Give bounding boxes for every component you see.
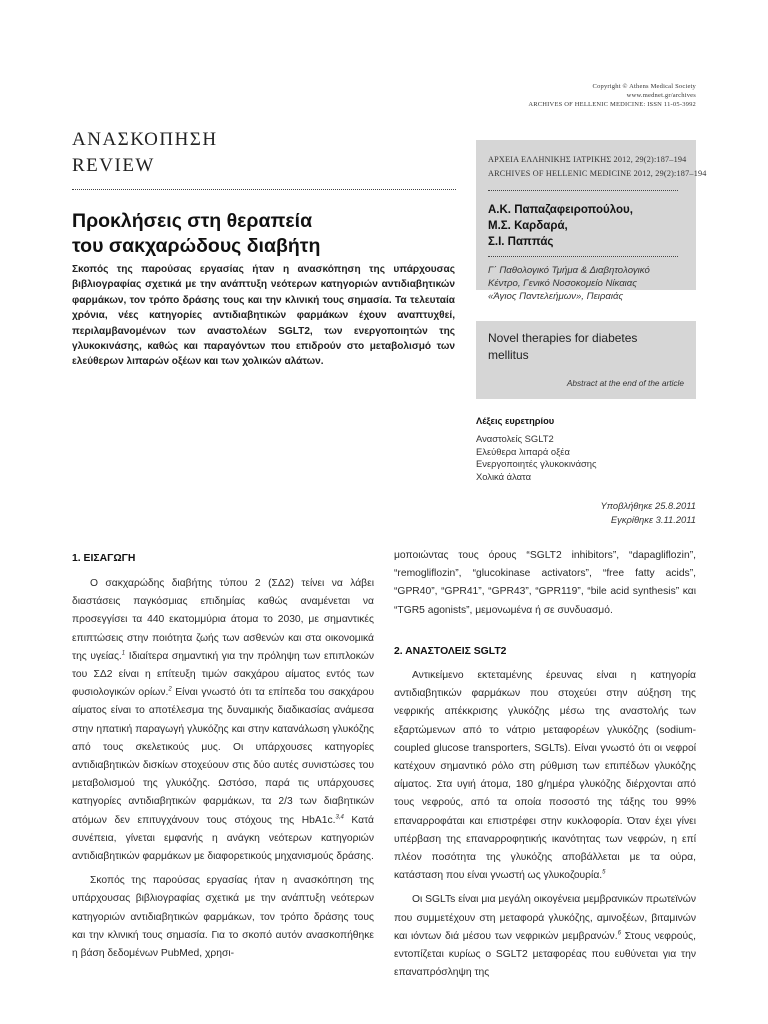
affiliation-line: Γ΄ Παθολογικό Τμήμα & Διαβητολογικό: [488, 265, 650, 276]
english-title-line: Novel therapies for diabetes: [488, 331, 638, 345]
journal-citation-english: ARCHIVES OF HELLENIC MEDICINE 2012, 29(2):187–194: [488, 168, 707, 178]
text-run: Κατά συνέπεια, γίνεται εμφανής η ανάγκη νεότερων κατηγοριών αντιδιαβητικών φαρμάκων με διαφορετικούς μηχανισμούς δράσης.: [72, 814, 374, 863]
section-heading-sglt2: 2. ΑΝΑΣΤΟΛΕΙΣ SGLT2: [394, 646, 507, 657]
author-name: Μ.Σ. Καρδαρά,: [488, 219, 568, 232]
text-run: Αντικείμενο εκτεταμένης έρευνας είναι η κατηγορία αντιδιαβητικών φαρμάκων που στοχεύει στην αύξηση της νεφρικής απέκκρισης γλυκόζης μέσω της αναστολής των εξαρτώμενων από το νάτριο μεταφορέων γλυκόζης (sodium-coupled glucose transporters, SGLTs). Είναι γνωστό ότι οι νεφροί κατέχουν σημαντικό ρόλο στη ρύθμιση των επιπέδων γλυκόζης αίματος. Στα υγιή άτομα, 180 g/ημέρα γλυκόζης διέρχονται από τους νεφρούς, από τα οποία ποσοστό της τάξης του 99% επαναρροφάται και επιστρέφει στην κυκλοφορία. Όταν έχει γίνει υπέρβαση της επαναρροφητικής ικανότητας των νεφρών, η επί πλέον ποσότητα της γλυκόζης αποβάλλεται με τα ούρα, κατάσταση που είναι γνωστή ως γλυκοζουρία.: [394, 670, 696, 882]
english-title: [488, 330, 678, 364]
article-type-greek: ΑΝΑΣΚΟΠΗΣΗ: [72, 129, 218, 150]
article-title: [72, 209, 462, 259]
author-name: Α.Κ. Παπαζαφειροπούλου,: [488, 204, 633, 216]
title-line-2: του σακχαρώδους διαβήτη: [72, 235, 321, 257]
column-left: [72, 575, 374, 963]
affiliation: [488, 264, 688, 303]
author-list: [488, 203, 633, 250]
paragraph: [394, 667, 696, 885]
accepted-date: Εγκρίθηκε 3.11.2011: [610, 513, 696, 525]
text-run: Είναι γνωστό ότι τα επίπεδα του σακχάρου αίματος είναι το αποτέλεσμα της δυναμικής διαδικασίας ανάμεσα στην ηπατική παραγωγή γλυκόζης και στην κατανάλωση γλυκόζης από τους σκελετικούς μυς. Οι υπάρχουσες κατηγορίες αντιδιαβητικών δισκίων στοχεύουν στις δύο αυτές συνιστώσες του μεταβολισμού της γλυκόζης. Ωστόσο, παρά τις υπάρχουσες κατηγορίες αντιδιαβητικών φαρμάκων, τα 2/3 των διαβητικών ατόμων δεν επιτυγχάνουν τους στόχους της HbA1c.: [72, 687, 374, 826]
column-right-top: [394, 547, 696, 620]
keywords-list: [476, 433, 597, 483]
text-run: Οι SGLTs είναι μια μεγάλη οικογένεια μεμβρανικών πρωτεϊνών που συμμετέχουν στη μεταφορά γλυκόζης, αμινοξέων, βιταμινών και ιόντων διά μέσου των νεφρικών μεμβρανών.: [394, 894, 696, 942]
copyright-line: Copyright © Athens Medical Society: [592, 83, 696, 90]
affiliation-line: Κέντρο, Γενικό Νοσοκομείο Νίκαιας: [488, 278, 637, 289]
citation-ref: 3,4: [335, 814, 344, 821]
submitted-date: Υποβλήθηκε 25.8.2011: [600, 500, 696, 511]
text-run: Ο σακχαρώδης διαβήτης τύπου 2 (ΣΔ2) τείνει να λάβει διαστάσεις παγκόσμιας επιδημίας καθώς αναμένεται να προσεγγίσει τα 440 εκατομμύρια άτομα το 2030, με σημαντικές επιπτώσεις στην ποιότητα ζωής των ασθενών και στα οικονομικά της υγείας.: [72, 578, 374, 662]
paragraph: μοποιώντας τους όρους “SGLT2 inhibitors”, “dapagliflozin”, “remogliflozin”, “glucokinase activators”, “free fatty acids”, “GPR40”, “GPR41”, “GPR43”, “GPR119”, “bile acid synthesis” και “TGR5 agonists”, μεμονωμένα ή σε συνδυασμό.: [394, 550, 696, 616]
issn-line: ARCHIVES OF HELLENIC MEDICINE: ISSN 11-05-3992: [528, 101, 696, 108]
keyword-item: Χολικά άλατα: [476, 470, 532, 482]
keyword-item: Ελεύθερα λιπαρά οξέα: [476, 445, 570, 457]
author-name: Σ.Ι. Παππάς: [488, 235, 554, 248]
text-run: Ιδιαίτερα σημαντική για την πρόληψη των επιπλοκών του ΣΔ2 είναι η επίτευξη τιμών σακχάρου αίματος εντός των φυσιολογικών ορίων.: [72, 650, 374, 699]
copyright-block: [528, 82, 696, 109]
citation-ref: 2: [168, 686, 172, 693]
keyword-item: Αναστολείς SGLT2: [476, 433, 554, 444]
abstract-note: Abstract at the end of the article: [566, 378, 684, 388]
citation-ref: 1: [121, 650, 126, 657]
section-heading-introduction: 1. ΕΙΣΑΓΩΓΗ: [72, 553, 136, 564]
greek-abstract: Σκοπός της παρούσας εργασίας ήταν η ανασκόπηση της υπάρχουσας βιβλιογραφίας σχετικά με την ανάπτυξη νεότερων κατηγοριών αντιδιαβητικών φαρμάκων, τον τρόπο δράσης τους και την κλινική τους σημασία. Τα τελευταία χρόνια, νέες κατηγορίες αντιδιαβητικών φαρμάκων έχουν αναπτυχθεί, περιλαμβανομένων των αναστολέων SGLT2, των ενεργοποιητών της γλυκοκινάσης, καθώς και παραγόντων που επιδρούν στο μεταβολισμό των ελεύθερων λιπαρών οξέων και των χολικών αλάτων.: [72, 264, 455, 368]
citation-ref: 6: [617, 930, 621, 937]
submission-dates: [600, 499, 696, 526]
title-line-1: Προκλήσεις στη θεραπεία: [72, 210, 313, 232]
citation-divider: [488, 190, 678, 191]
keyword-item: Ενεργοποιητές γλυκοκινάσης: [476, 458, 597, 469]
affiliation-line: «Άγιος Παντελεήμων», Πειραιάς: [488, 291, 624, 302]
paragraph: Σκοπός της παρούσας εργασίας ήταν η ανασκόπηση της υπάρχουσας βιβλιογραφίας σχετικά με την ανάπτυξη νεότερων κατηγοριών αντιδιαβητικών φαρμάκων, τον τρόπο δράσης τους και την κλινική τους σημασία. Για το σκοπό αυτόν ανασκοπήθηκε η βάση δεδομένων PubMed, χρησι-: [72, 875, 374, 960]
article-type-english: REVIEW: [72, 155, 155, 176]
keywords-heading: Λέξεις ευρετηρίου: [476, 416, 555, 426]
column-right: [394, 667, 696, 982]
journal-citation: [488, 153, 707, 180]
text-run: Στους νεφρούς, εντοπίζεται κυρίως ο SGLT2 μεταφορέας που ευθύνεται για την επαναπρόσληψη της: [394, 930, 696, 979]
paragraph: [72, 575, 374, 866]
citation-ref: 5: [602, 869, 606, 876]
authors-divider: [488, 256, 678, 257]
title-divider: [72, 189, 456, 190]
paragraph: [394, 891, 696, 982]
journal-url: www.mednet.gr/archives: [626, 92, 696, 99]
journal-citation-greek: ΑΡΧΕΙΑ ΕΛΛΗΝΙΚΗΣ ΙΑΤΡΙΚΗΣ 2012, 29(2):187–194: [488, 155, 687, 164]
english-title-line: mellitus: [488, 348, 529, 362]
